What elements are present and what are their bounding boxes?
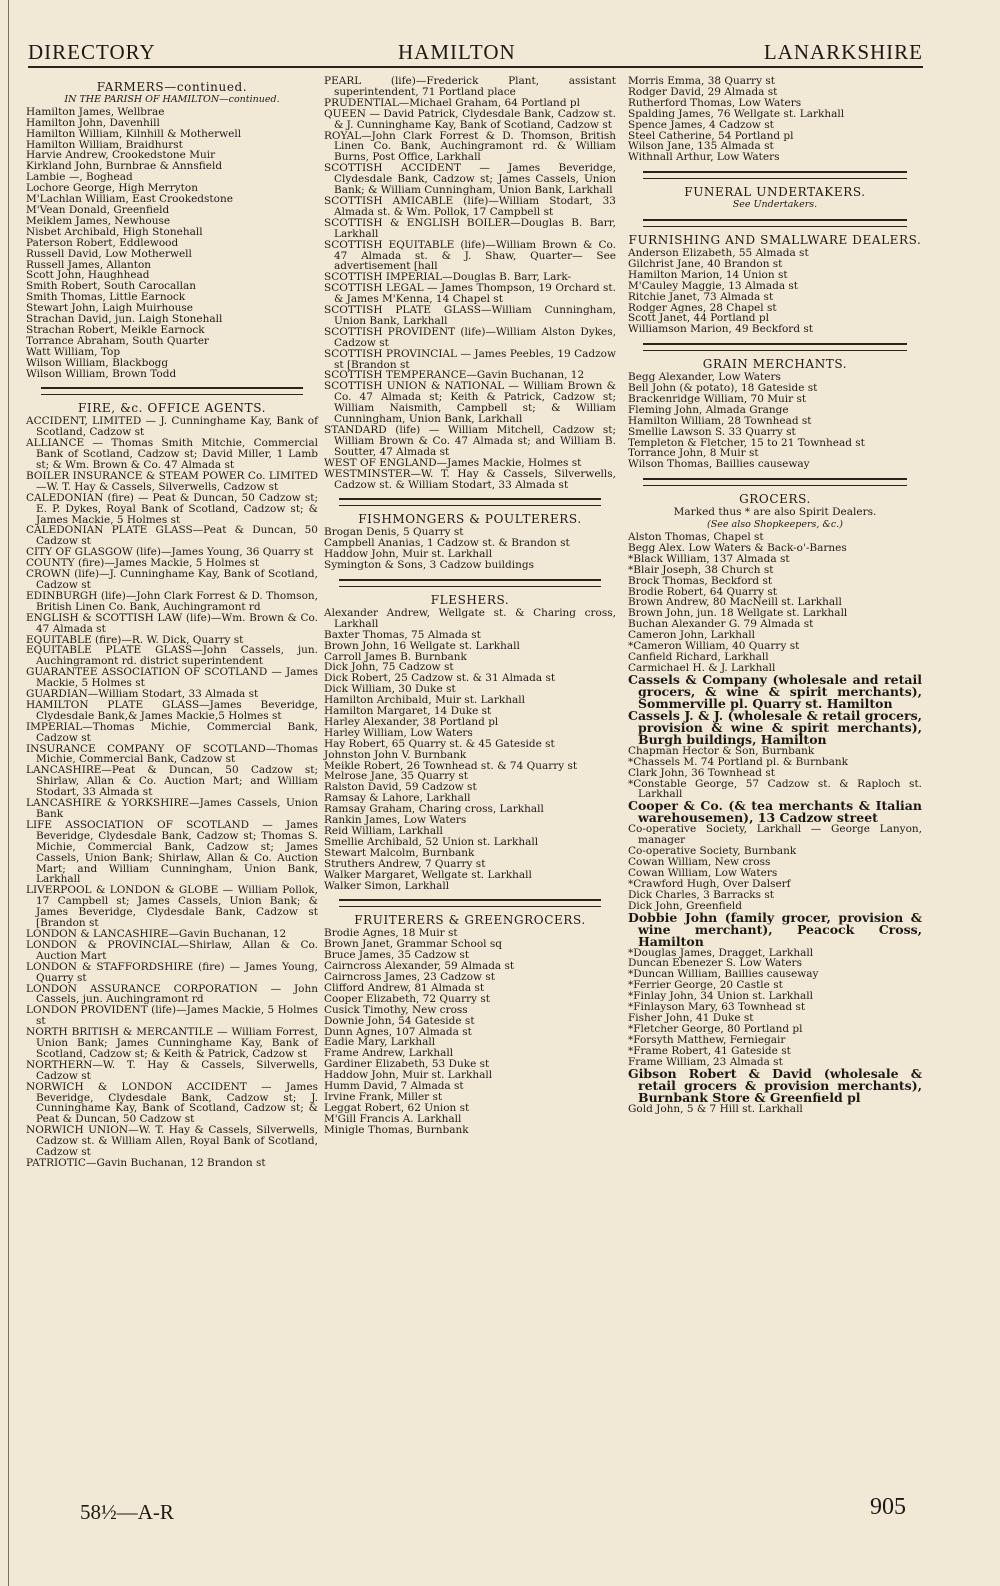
directory-entry: ACCIDENT, LIMITED — J. Cunninghame Kay, Bank of Scotland, Cadzow st xyxy=(26,415,318,439)
directory-entry: LONDON & LANCASHIRE—Gavin Buchanan, 12 xyxy=(26,927,287,940)
directory-entry: PEARL (life)—Frederick Plant, assistant superintendent, 71 Portland place xyxy=(324,75,616,98)
directory-entry: Meiklem James, Newhouse xyxy=(26,214,171,227)
directory-entry: Cassels J. & J. (wholesale & retail grocers, provision & wine & spirit merchants), Burgh buildings, Hamilton xyxy=(628,707,922,747)
directory-entry: Stewart Malcolm, Burnbank xyxy=(324,846,475,859)
directory-entry: NORWICH UNION—W. T. Hay & Cassels, Silverwells, Cadzow st. & William Allen, Royal Bank of Scotland, Cadzow st xyxy=(26,1124,318,1159)
directory-section xyxy=(628,494,922,1114)
header-rule xyxy=(28,66,923,68)
directory-entry: Chapman Hector & Son, Burnbank xyxy=(628,744,815,757)
directory-entry: Leggat Robert, 62 Union st xyxy=(324,1101,470,1114)
directory-entry: Dick William, 30 Duke st xyxy=(324,683,456,696)
directory-entry: ALLIANCE — Thomas Smith Mitchie, Commercial Bank of Scotland, Cadzow st; David Miller, 1 Lamb st; & Wm. Brown & Co. 47 Almada st xyxy=(26,437,318,471)
directory-entry: *Ferrier George, 20 Castle st xyxy=(628,979,783,992)
directory-entry: *Frame Robert, 41 Gateside st xyxy=(628,1044,791,1057)
directory-entry: Torrance Abraham, South Quarter xyxy=(26,334,209,347)
directory-entry: Ramsay & Lahore, Larkhall xyxy=(324,792,471,805)
directory-entry: ENGLISH & SCOTTISH LAW (life)—Wm. Brown & Co. 47 Almada st xyxy=(26,611,318,635)
directory-entry: STANDARD (life) — William Mitchell, Cadzow st; William Brown & Co. 47 Almada st; and William B. Soutter, 47 Almada st xyxy=(324,424,616,458)
directory-entry: Walker Simon, Larkhall xyxy=(324,879,450,892)
directory-entry: Rankin James, Low Waters xyxy=(324,814,467,827)
directory-entry: Scott Janet, 44 Portland pl xyxy=(628,312,769,325)
directory-entry: Buchan Alexander G. 79 Almada st xyxy=(628,618,814,631)
directory-entry: Clark John, 36 Townhead st xyxy=(628,766,775,779)
directory-entry: GUARANTEE ASSOCIATION OF SCOTLAND — James Mackie, 5 Holmes st xyxy=(26,666,318,690)
directory-entry: Campbell Ananias, 1 Cadzow st. & Brandon st xyxy=(324,537,570,550)
section-divider xyxy=(643,171,908,179)
directory-entry: EDINBURGH (life)—John Clark Forrest & D. Thomson, British Linen Co. Bank, Auchingramont rd xyxy=(26,589,318,613)
section-heading: FISHMONGERS & POULTERERS. xyxy=(358,512,582,527)
directory-entry: Cooper Elizabeth, 72 Quarry st xyxy=(324,992,490,1005)
header-right: LANARKSHIRE xyxy=(763,40,923,64)
directory-entry: Hay Robert, 65 Quarry st. & 45 Gateside st xyxy=(324,737,555,750)
directory-entry: *Finlay John, 34 Union st. Larkhall xyxy=(628,990,814,1003)
directory-entry: Russell David, Low Motherwell xyxy=(26,247,192,260)
column-middle xyxy=(324,76,616,1136)
directory-entry: Brown John, jun. 18 Wellgate st. Larkhall xyxy=(628,607,848,620)
directory-entry: Paterson Robert, Eddlewood xyxy=(26,236,179,249)
directory-entry: Rodger David, 29 Almada st xyxy=(628,85,778,98)
directory-entry: Smith Thomas, Little Earnock xyxy=(26,291,186,304)
directory-entry: Hamilton William, Braidhurst xyxy=(26,138,183,151)
directory-entry: Lambie —, Boghead xyxy=(26,171,133,184)
directory-section xyxy=(324,592,616,892)
directory-entry: SCOTTISH PROVINCIAL — James Peebles, 19 Cadzow st [Brandon st xyxy=(324,347,616,371)
directory-entry: Gold John, 5 & 7 Hill st. Larkhall xyxy=(628,1102,803,1115)
directory-entry: Canfield Richard, Larkhall xyxy=(628,650,769,663)
directory-entry: LIVERPOOL & LONDON & GLOBE — William Pollok, 17 Campbell st; James Cassels, Union Bank; & James Beveridge, Clydesdale Bank, Cadzow st [Brandon st xyxy=(26,884,318,930)
directory-entry: Alexander Andrew, Wellgate st. & Charing cross, Larkhall xyxy=(324,606,616,630)
directory-entry: Meikle Robert, 26 Townhead st. & 74 Quarry st xyxy=(324,759,578,772)
directory-entry: Withnall Arthur, Low Waters xyxy=(628,151,780,164)
directory-entry: Baxter Thomas, 75 Almada st xyxy=(324,628,481,641)
directory-entry: EQUITABLE (fire)—R. W. Dick, Quarry st xyxy=(26,633,244,646)
section-divider xyxy=(41,387,304,395)
directory-entry: Frame William, 23 Almada st xyxy=(628,1055,783,1068)
directory-entry: Strachan David, jun. Laigh Stonehall xyxy=(26,313,223,326)
section-divider xyxy=(643,219,908,227)
directory-entry: LONDON & PROVINCIAL—Shirlaw, Allan & Co. Auction Mart xyxy=(26,938,318,962)
directory-entry: Dick Charles, 3 Barracks st xyxy=(628,888,774,901)
directory-entry: Haddow John, Muir st. Larkhall xyxy=(324,548,493,561)
directory-entry: Stewart John, Laigh Muirhouse xyxy=(26,302,193,315)
directory-section xyxy=(26,82,318,379)
directory-entry: SCOTTISH PROVIDENT (life)—William Alston Dykes, Cadzow st xyxy=(324,325,616,349)
directory-entry: Brown John, 16 Wellgate st. Larkhall xyxy=(324,639,520,652)
directory-entry: *Blair Joseph, 38 Church st xyxy=(628,563,774,576)
section-heading: FLESHERS. xyxy=(430,592,510,607)
directory-entry: Duncan Ebenezer S. Low Waters xyxy=(628,957,802,970)
directory-entry: Fleming John, Almada Grange xyxy=(628,403,789,416)
directory-entry: Cooper & Co. (& tea merchants & Italian warehousemen), 13 Cadzow street xyxy=(628,798,922,826)
directory-entry: Cameron John, Larkhall xyxy=(628,629,755,642)
directory-entry: Anderson Elizabeth, 55 Almada st xyxy=(628,246,809,259)
directory-entry: Bell John (& potato), 18 Gateside st xyxy=(628,382,818,395)
directory-section xyxy=(324,76,616,490)
directory-entry: Gardiner Elizabeth, 53 Duke st xyxy=(324,1058,490,1071)
directory-entry: *Crawford Hugh, Over Dalserf xyxy=(628,877,791,890)
directory-entry: LANCASHIRE & YORKSHIRE—James Cassels, Union Bank xyxy=(26,797,318,820)
directory-entry: LIFE ASSOCIATION OF SCOTLAND — James Beveridge, Clydesdale Bank, Cadzow st; Thomas S. Michie, Commercial Bank, Cadzow st; James Cassels, Union Bank; Shirlaw, Allan & Co. Auction Mart; and William Cunningham, Union Bank, Larkhall xyxy=(26,818,318,886)
directory-entry: Begg Alexander, Low Waters xyxy=(628,371,781,384)
column-left xyxy=(26,76,318,1169)
directory-entry: Wilson Jane, 135 Almada st xyxy=(628,140,774,153)
directory-entry: Harvie Andrew, Crookedstone Muir xyxy=(26,149,216,162)
directory-entry: GUARDIAN—William Stodart, 33 Almada st xyxy=(26,688,259,701)
directory-entry: Smellie Archibald, 52 Union st. Larkhall xyxy=(324,835,539,848)
directory-entry: Irvine Frank, Miller st xyxy=(324,1090,443,1103)
directory-entry: *Douglas James, Dragget, Larkhall xyxy=(628,946,814,959)
directory-entry: Fisher John, 41 Duke st xyxy=(628,1012,754,1024)
directory-entry: Carmichael H. & J. Larkhall xyxy=(628,661,776,674)
directory-entry: Smith Robert, South Carocallan xyxy=(26,280,197,293)
directory-entry: WESTMINSTER—W. T. Hay & Cassels, Silverwells, Cadzow st. & William Stodart, 33 Almada st xyxy=(324,467,616,491)
directory-entry: SCOTTISH TEMPERANCE—Gavin Buchanan, 12 xyxy=(324,369,585,382)
directory-entry: Rutherford Thomas, Low Waters xyxy=(628,96,802,109)
directory-entry: Clifford Andrew, 81 Almada st xyxy=(324,981,485,994)
directory-entry: PATRIOTIC—Gavin Buchanan, 12 Brandon st xyxy=(26,1157,266,1169)
section-divider xyxy=(339,498,602,506)
directory-entry: Smellie Lawson S. 33 Quarry st xyxy=(628,425,796,438)
directory-entry: Dick John, Greenfield xyxy=(628,899,742,912)
directory-entry: Brown Andrew, 80 MacNeill st. Larkhall xyxy=(628,596,842,609)
binding-rule xyxy=(8,0,9,1586)
directory-entry: Cowan William, Low Waters xyxy=(628,866,778,879)
directory-entry: Hamilton Archibald, Muir st. Larkhall xyxy=(324,694,525,707)
header-middle: HAMILTON xyxy=(398,40,516,64)
directory-entry: Co-operative Society, Larkhall — George Lanyon, manager xyxy=(628,823,922,847)
directory-entry: Hamilton Marion, 14 Union st xyxy=(628,268,788,281)
directory-entry: Nisbet Archibald, High Stonehall xyxy=(26,225,203,238)
page-number: 905 xyxy=(870,1494,906,1520)
directory-entry: Wilson William, Brown Todd xyxy=(26,367,177,380)
directory-entry: Harley Alexander, 38 Portland pl xyxy=(324,715,499,728)
directory-entry: Hamilton John, Davenhill xyxy=(26,116,160,129)
section-heading: FRUITERERS & GREENGROCERS. xyxy=(354,913,586,928)
directory-entry: NORTH BRITISH & MERCANTILE — William Forrest, Union Bank; James Cunninghame Kay, Bank of Scotland, Cadzow st; & Keith & Patrick, Cadzow st xyxy=(26,1026,318,1060)
directory-entry: Cassels & Company (wholesale and retail grocers, & wine & spirit merchants), Sommerville pl. Quarry st. Hamilton xyxy=(628,671,922,711)
section-heading: FIRE, &c. OFFICE AGENTS. xyxy=(77,401,267,416)
directory-entry: *Finlayson Mary, 63 Townhead st xyxy=(628,1001,806,1014)
directory-entry: Hamilton James, Wellbrae xyxy=(26,105,165,118)
section-divider xyxy=(339,579,602,587)
directory-entry: EQUITABLE PLATE GLASS—John Cassels, jun. Auchingramont rd. district superintendent xyxy=(26,644,318,668)
directory-entry: NORTHERN—W. T. Hay & Cassels, Silverwells, Cadzow st xyxy=(26,1058,318,1082)
directory-entry: Begg Alex. Low Waters & Back-o'-Barnes xyxy=(628,541,847,554)
directory-entry: Haddow John, Muir st. Larkhall xyxy=(324,1069,493,1082)
column-right xyxy=(628,76,922,1114)
directory-entry: M'Cauley Maggie, 13 Almada st xyxy=(628,279,799,292)
section-subheading: (See also Shopkeepers, &c.) xyxy=(707,519,843,531)
section-divider xyxy=(643,343,908,351)
directory-entry: *Cameron William, 40 Quarry st xyxy=(628,640,800,653)
directory-entry: Bruce James, 35 Cadzow st xyxy=(324,949,470,962)
directory-entry: CALEDONIAN (fire) — Peat & Duncan, 50 Cadzow st; E. P. Dykes, Royal Bank of Scotland, Cadzow st; & James Mackie, 5 Holmes st xyxy=(26,491,318,526)
directory-entry: Scott John, Haughhead xyxy=(26,269,150,282)
directory-entry: QUEEN — David Patrick, Clydesdale Bank, Cadzow st. & J. Cunninghame Kay, Bank of Scotland, Cadzow st xyxy=(324,107,616,131)
directory-entry: Templeton & Fletcher, 15 to 21 Townhead st xyxy=(628,436,865,449)
directory-entry: Cowan William, New cross xyxy=(628,856,771,869)
directory-entry: Morris Emma, 38 Quarry st xyxy=(628,75,775,87)
directory-section xyxy=(324,514,616,571)
directory-entry: Gibson Robert & David (wholesale & retail grocers & provision merchants), Burnbank Store & Greenfield pl xyxy=(628,1065,922,1105)
section-note: Marked thus * are also Spirit Dealers. xyxy=(673,506,877,519)
directory-entry: Cairncross James, 23 Cadzow st xyxy=(324,970,495,983)
directory-section xyxy=(628,359,922,470)
directory-entry: NORWICH & LONDON ACCIDENT — James Beveridge, Clydesdale Bank, Cadzow st; J. Cunninghame Kay, Bank of Scotland, Cadzow st; & Peat & Duncan, 50 Cadzow st xyxy=(26,1080,318,1126)
directory-section xyxy=(628,187,922,211)
directory-entry: Brogan Denis, 5 Quarry st xyxy=(324,526,464,539)
directory-entry: Ramsay Graham, Charing cross, Larkhall xyxy=(324,803,544,816)
directory-entry: Dunn Agnes, 107 Almada st xyxy=(324,1025,472,1038)
directory-entry: Watt William, Top xyxy=(26,345,121,358)
directory-entry: Steel Catherine, 54 Portland pl xyxy=(628,129,794,142)
directory-entry: CROWN (life)—J. Cunninghame Kay, Bank of Scotland, Cadzow st xyxy=(26,568,318,591)
directory-entry: Rodger Agnes, 28 Chapel st xyxy=(628,301,777,314)
directory-entry: Ritchie Janet, 73 Almada st xyxy=(628,290,774,303)
directory-entry: Brodie Agnes, 18 Muir st xyxy=(324,927,458,940)
directory-entry: Williamson Marion, 49 Beckford st xyxy=(628,323,813,336)
directory-entry: Brodie Robert, 64 Quarry st xyxy=(628,585,778,598)
section-heading: FURNISHING AND SMALLWARE DEALERS. xyxy=(628,233,922,248)
page-header xyxy=(28,40,923,76)
section-heading: GRAIN MERCHANTS. xyxy=(702,357,848,372)
directory-entry: *Fletcher George, 80 Portland pl xyxy=(628,1022,803,1035)
directory-entry: Walker Margaret, Wellgate st. Larkhall xyxy=(324,868,532,881)
directory-entry: Brackenridge William, 70 Muir st xyxy=(628,392,807,405)
directory-entry: Minigle Thomas, Burnbank xyxy=(324,1123,469,1136)
directory-entry: Co-operative Society, Burnbank xyxy=(628,845,797,858)
directory-entry: Frame Andrew, Larkhall xyxy=(324,1047,454,1060)
directory-entry: Hamilton William, Kilnhill & Motherwell xyxy=(26,127,242,140)
directory-entry: M'Gill Francis A. Larkhall xyxy=(324,1112,462,1125)
directory-entry: *Chassels M. 74 Portland pl. & Burnbank xyxy=(628,755,848,768)
signature-mark: 58½—A-R xyxy=(80,1500,174,1524)
header-left: DIRECTORY xyxy=(28,40,156,64)
directory-entry: M'Vean Donald, Greenfield xyxy=(26,203,170,216)
directory-entry: *Black William, 137 Almada st xyxy=(628,552,790,565)
directory-section xyxy=(26,403,318,1168)
directory-entry: Downie John, 54 Gateside st xyxy=(324,1014,475,1027)
directory-entry: Humm David, 7 Almada st xyxy=(324,1080,464,1093)
directory-entry: SCOTTISH LEGAL — James Thompson, 19 Orchard st. & James M'Kenna, 14 Chapel st xyxy=(324,282,616,306)
directory-entry: Alston Thomas, Chapel st xyxy=(628,531,764,543)
directory-entry: Cairncross Alexander, 59 Almada st xyxy=(324,960,515,973)
directory-entry: IMPERIAL—Thomas Michie, Commercial Bank, Cadzow st xyxy=(26,720,318,744)
section-divider xyxy=(643,478,908,486)
directory-entry: Brock Thomas, Beckford st xyxy=(628,574,773,587)
directory-entry: *Forsyth Matthew, Ferniegair xyxy=(628,1033,786,1046)
directory-entry: Russell James, Allanton xyxy=(26,258,152,271)
directory-entry: Carroll James B. Burnbank xyxy=(324,650,467,663)
directory-entry: Eadie Mary, Larkhall xyxy=(324,1036,436,1049)
directory-entry: Dick John, 75 Cadzow st xyxy=(324,661,454,674)
section-divider xyxy=(339,899,602,907)
directory-entry: SCOTTISH PLATE GLASS—William Cunningham, Union Bank, Larkhall xyxy=(324,304,616,327)
directory-entry: CALEDONIAN PLATE GLASS—Peat & Duncan, 50 Cadzow st xyxy=(26,524,318,548)
directory-entry: Strachan Robert, Meikle Earnock xyxy=(26,323,205,336)
directory-entry: Hamilton William, 28 Townhead st xyxy=(628,414,812,427)
directory-section xyxy=(324,915,616,1135)
directory-entry: SCOTTISH AMICABLE (life)—William Stodart, 33 Almada st. & Wm. Pollok, 17 Campbell st xyxy=(324,194,616,218)
directory-entry: PRUDENTIAL—Michael Graham, 64 Portland pl xyxy=(324,96,580,109)
directory-entry: Spalding James, 76 Wellgate st. Larkhall xyxy=(628,107,845,120)
directory-entry: Harley William, Low Waters xyxy=(324,726,473,739)
directory-entry: Symington & Sons, 3 Cadzow buildings xyxy=(324,559,534,572)
directory-entry: Brown Janet, Grammar School sq xyxy=(324,938,502,951)
directory-entry: Dick Robert, 25 Cadzow st. & 31 Almada st xyxy=(324,672,556,685)
directory-entry: M'Lachlan William, East Crookedstone xyxy=(26,193,233,206)
directory-entry: Torrance John, 8 Muir st xyxy=(628,447,759,460)
directory-entry: WEST OF ENGLAND—James Mackie, Holmes st xyxy=(324,456,582,469)
directory-entry: SCOTTISH UNION & NATIONAL — William Brown & Co. 47 Almada st; Keith & Patrick, Cadzow st; William Naismith, Campbell st; & William Cunningham, Union Bank, Larkhall xyxy=(324,380,616,426)
directory-entry: Struthers Andrew, 7 Quarry st xyxy=(324,857,486,870)
directory-entry: SCOTTISH IMPERIAL—Douglas B. Barr, Lark- xyxy=(324,271,572,284)
directory-entry: HAMILTON PLATE GLASS—James Beveridge, Clydesdale Bank,& James Mackie,5 Holmes st xyxy=(26,698,318,722)
directory-entry: Melrose Jane, 35 Quarry st xyxy=(324,770,468,783)
directory-entry: Kirkland John, Burnbrae & Annsfield xyxy=(26,160,223,173)
directory-entry: *Duncan William, Baillies causeway xyxy=(628,968,819,981)
directory-entry: Spence James, 4 Cadzow st xyxy=(628,118,774,131)
directory-entry: CITY OF GLASGOW (life)—James Young, 36 Quarry st xyxy=(26,546,314,559)
directory-entry: ROYAL—John Clark Forrest & D. Thomson, British Linen Co. Bank, Auchingramont rd. & William Burns, Post Office, Larkhall xyxy=(324,129,616,164)
section-subheading: IN THE PARISH OF HAMILTON—continued. xyxy=(64,93,280,105)
directory-entry: Dobbie John (family grocer, provision & wine merchant), Peacock Cross, Hamilton xyxy=(628,909,922,949)
directory-entry: LONDON & STAFFORDSHIRE (fire) — James Young, Quarry st xyxy=(26,960,318,984)
directory-entry: Cusick Timothy, New cross xyxy=(324,1003,468,1016)
directory-entry: SCOTTISH & ENGLISH BOILER—Douglas B. Barr, Larkhall xyxy=(324,216,616,240)
directory-entry: BOILER INSURANCE & STEAM POWER Co. LIMITED—W. T. Hay & Cassels, Silverwells, Cadzow st xyxy=(26,469,318,493)
directory-entry: Wilson William, Blackbogg xyxy=(26,356,169,369)
directory-entry: Lochore George, High Merryton xyxy=(26,182,198,195)
directory-entry: INSURANCE COMPANY OF SCOTLAND—Thomas Michie, Commercial Bank, Cadzow st xyxy=(26,742,318,766)
directory-entry: Ralston David, 59 Cadzow st xyxy=(324,781,477,794)
section-heading: FARMERS—continued. xyxy=(96,80,248,94)
directory-entry: SCOTTISH EQUITABLE (life)—William Brown & Co. 47 Almada st. & J. Shaw, Quarter— See advertisement [hall xyxy=(324,238,616,273)
directory-entry: *Constable George, 57 Cadzow st. & Raploch st. Larkhall xyxy=(628,777,922,801)
directory-entry: SCOTTISH ACCIDENT — James Beveridge, Clydesdale Bank, Cadzow st; James Cassels, Union Bank; & William Cunningham, Union Bank, Larkhall xyxy=(324,162,616,197)
directory-entry: Wilson Thomas, Baillies causeway xyxy=(628,458,810,471)
directory-entry: LONDON PROVIDENT (life)—James Mackie, 5 Holmes st xyxy=(26,1004,318,1028)
directory-section xyxy=(628,235,922,335)
directory-entry: LONDON ASSURANCE CORPORATION — John Cassels, jun. Auchingramont rd xyxy=(26,982,318,1006)
directory-section xyxy=(628,76,922,163)
directory-entry: LANCASHIRE—Peat & Duncan, 50 Cadzow st; Shirlaw, Allan & Co. Auction Mart; and William Stodart, 33 Almada st xyxy=(26,764,318,799)
directory-entry: COUNTY (fire)—James Mackie, 5 Holmes st xyxy=(26,557,260,570)
section-subheading: See Undertakers. xyxy=(732,199,818,211)
section-heading: GROCERS. xyxy=(739,492,811,507)
directory-entry: Hamilton Margaret, 14 Duke st xyxy=(324,705,492,718)
directory-entry: Gilchrist Jane, 40 Brandon st xyxy=(628,257,783,270)
directory-entry: Johnston John V. Burnbank xyxy=(324,748,467,761)
directory-entry: Reid William, Larkhall xyxy=(324,825,443,837)
section-heading: FUNERAL UNDERTAKERS. xyxy=(684,185,866,200)
